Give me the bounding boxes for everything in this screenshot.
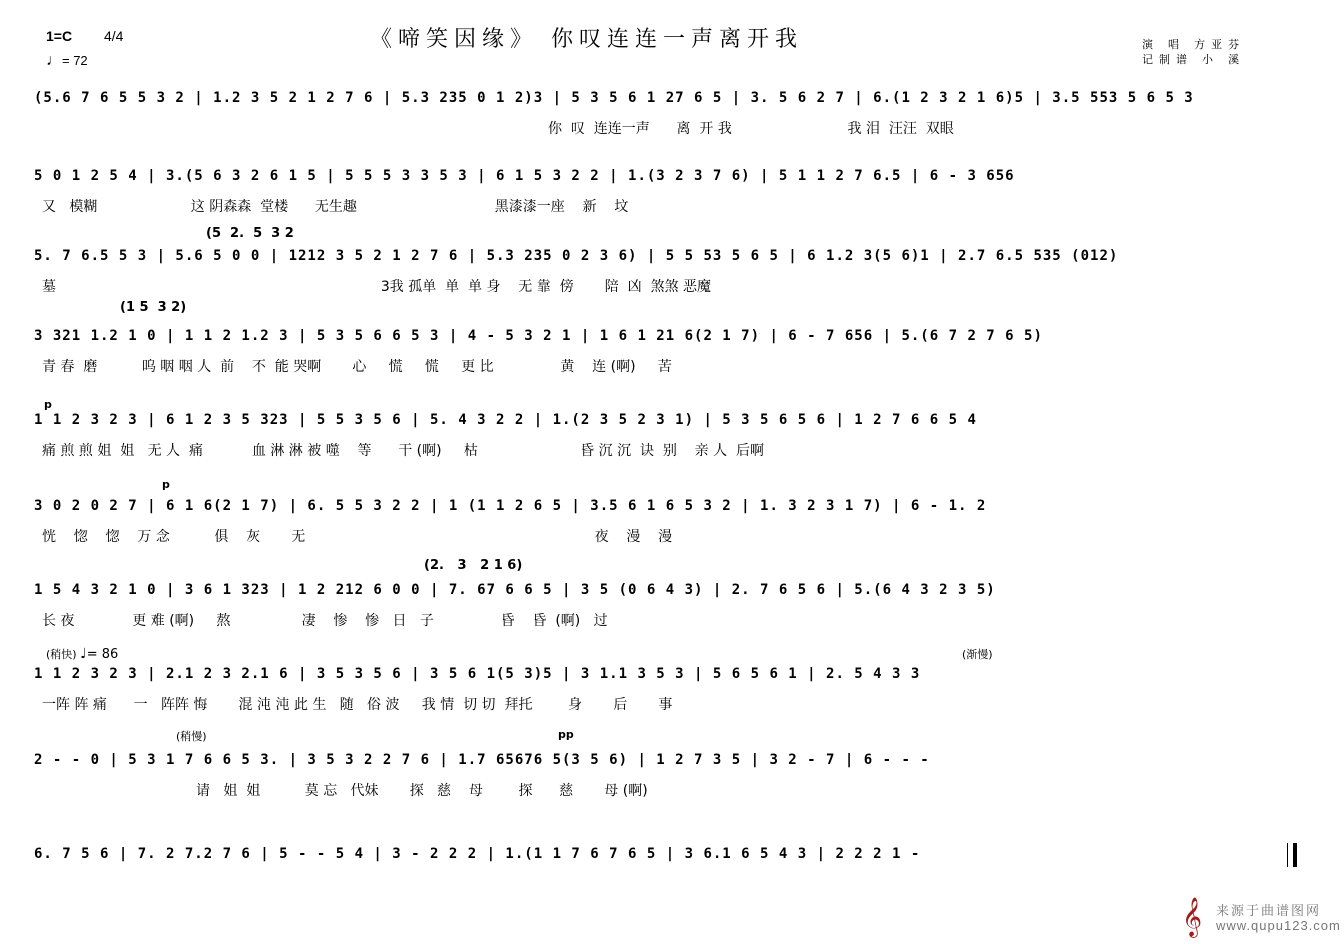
slowing-mark: (渐慢) bbox=[962, 648, 993, 661]
page-title: 《啼笑因缘》 你叹连连一声离开我 bbox=[370, 27, 803, 52]
credit-transcriber: 记制谱 小 溪 bbox=[1142, 54, 1246, 66]
notation-row: 2 - - 0 | 5 3 1 7 6 6 5 3. | 3 5 3 2 2 7 6 | 1.7 65676 5(3 5 6) | 1 2 7 3 5 | 3 2 - 7 | 6 - - - bbox=[34, 752, 930, 768]
tempo-change-mark bbox=[46, 646, 118, 662]
quarter-note-icon: ♩ bbox=[80, 646, 87, 662]
key-signature: 1=C bbox=[46, 28, 73, 44]
notation-row: 5 0 1 2 5 4 | 3.(5 6 3 2 6 1 5 | 5 5 5 3 3 5 3 | 6 1 5 3 2 2 | 1.(3 2 3 7 6) | 5 1 1 2 7 6.5 | 6 - 3 656 bbox=[34, 168, 1015, 184]
lyric-row: 痛 煎 煎 姐 姐 无 人 痛 血 淋 淋 被 噬 等 干 (啊) 枯 昏 沉 沉 诀 别 亲 人 后啊 bbox=[42, 443, 765, 459]
lyric-row: 一阵 阵 痛 一 阵阵 悔 混 沌 沌 此 生 随 俗 波 我 情 切 切 拜托 身 后 事 bbox=[42, 697, 673, 713]
lyric-row: 墓 3我 孤单 单 单 身 无 靠 傍 陪 凶 煞煞 恶魔 bbox=[42, 279, 712, 295]
slower-mark: (稍慢) bbox=[176, 730, 207, 743]
tempo-marking bbox=[46, 52, 88, 70]
notation-row: 1 1 2 3 2 3 | 2.1 2 3 2.1 6 | 3 5 3 5 6 | 3 5 6 1(5 3)5 | 3 1.1 3 5 3 | 5 6 5 6 1 | 2. 5 4 3 3 bbox=[34, 666, 921, 682]
notation-row: 3 321 1.2 1 0 | 1 1 2 1.2 3 | 5 3 5 6 6 5 3 | 4 - 5 3 2 1 | 1 6 1 21 6(2 1 7) | 6 - 7 656 | 5.(6 7 2 7 6 5) bbox=[34, 328, 1043, 344]
watermark-url: www.qupu123.com bbox=[1216, 918, 1341, 933]
notation-row: 6. 7 5 6 | 7. 2 7.2 7 6 | 5 - - 5 4 | 3 - 2 2 2 | 1.(1 1 7 6 7 6 5 | 3 6.1 6 5 4 3 | 2 2 2 1 - bbox=[34, 846, 921, 862]
time-signature: 4/4 bbox=[104, 28, 124, 44]
watermark bbox=[1180, 896, 1341, 940]
watermark-text: 来源于曲谱图网 bbox=[1216, 903, 1322, 918]
notation-row: (5.6 7 6 5 5 3 2 | 1.2 3 5 2 1 2 7 6 | 5.3 235 0 1 2)3 | 5 3 5 6 1 27 6 5 | 3. 5 6 2 7 | 6.(1 2 3 2 1 6)5 | 3.5 553 5 6 5 3 bbox=[34, 90, 1194, 106]
tempo-value: = 72 bbox=[62, 53, 88, 68]
annotation-mark: (1 5 3 2) bbox=[120, 300, 187, 315]
lyric-row: 恍 惚 惚 万 念 俱 灰 无 夜 漫 漫 bbox=[42, 529, 673, 545]
notation-row: 1 5 4 3 2 1 0 | 3 6 1 323 | 1 2 212 6 0 0 | 7. 67 6 6 5 | 3 5 (0 6 4 3) | 2. 7 6 5 6 | 5.(6 4 3 2 3 5) bbox=[34, 582, 996, 598]
annotation-mark: (5 2. 5 3 2 bbox=[206, 226, 294, 241]
dynamic-p: p bbox=[162, 478, 170, 491]
notation-row: 5. 7 6.5 5 3 | 5.6 5 0 0 | 1212 3 5 2 1 2 7 6 | 5.3 235 0 2 3 6) | 5 5 53 5 6 5 | 6 1.2 3(5 6)1 | 2.7 6.5 535 (012) bbox=[34, 248, 1119, 264]
faster-label: (稍快) bbox=[46, 648, 77, 661]
notation-row: 1 1 2 3 2 3 | 6 1 2 3 5 323 | 5 5 3 5 6 | 5. 4 3 2 2 | 1.(2 3 5 2 3 1) | 5 3 5 6 5 6 | 1 2 7 6 6 5 4 bbox=[34, 412, 977, 428]
lyric-row: 请 姐 姐 莫 忘 代妹 探 慈 母 探 慈 母 (啊) bbox=[196, 783, 648, 799]
faster-tempo: = 86 bbox=[86, 647, 119, 662]
final-barline-thick bbox=[1293, 843, 1297, 867]
credits bbox=[1142, 38, 1245, 68]
dynamic-pp: pp bbox=[558, 728, 574, 741]
notation-row: 3 0 2 0 2 7 | 6 1 6(2 1 7) | 6. 5 5 3 2 2 | 1 (1 1 2 6 5 | 3.5 6 1 6 5 3 2 | 1. 3 2 3 1 7) | 6 - 1. 2 bbox=[34, 498, 987, 514]
lyric-row: 又 模糊 这 阴森森 堂楼 无生趣 黑漆漆一座 新 坟 bbox=[42, 199, 629, 215]
final-barline-thin bbox=[1287, 843, 1288, 867]
treble-clef-icon: 𝄞 bbox=[1182, 898, 1203, 936]
lyric-row: 长 夜 更 难 (啊) 熬 凄 惨 惨 日 子 昏 昏 (啊) 过 bbox=[42, 613, 608, 629]
credit-singer: 演 唱 方亚芬 bbox=[1142, 39, 1246, 51]
lyric-row: 青 春 磨 呜 咽 咽 人 前 不 能 哭啊 心 慌 慌 更 比 黄 连 (啊) 苦 bbox=[42, 359, 672, 375]
quarter-note-icon: ♩ bbox=[46, 52, 62, 69]
annotation-mark: (2. 3 2 1 6) bbox=[424, 558, 523, 573]
lyric-row: 你 叹 连连一声 离 开 我 我 泪 汪汪 双眼 bbox=[548, 121, 954, 137]
dynamic-p: p bbox=[44, 398, 52, 411]
